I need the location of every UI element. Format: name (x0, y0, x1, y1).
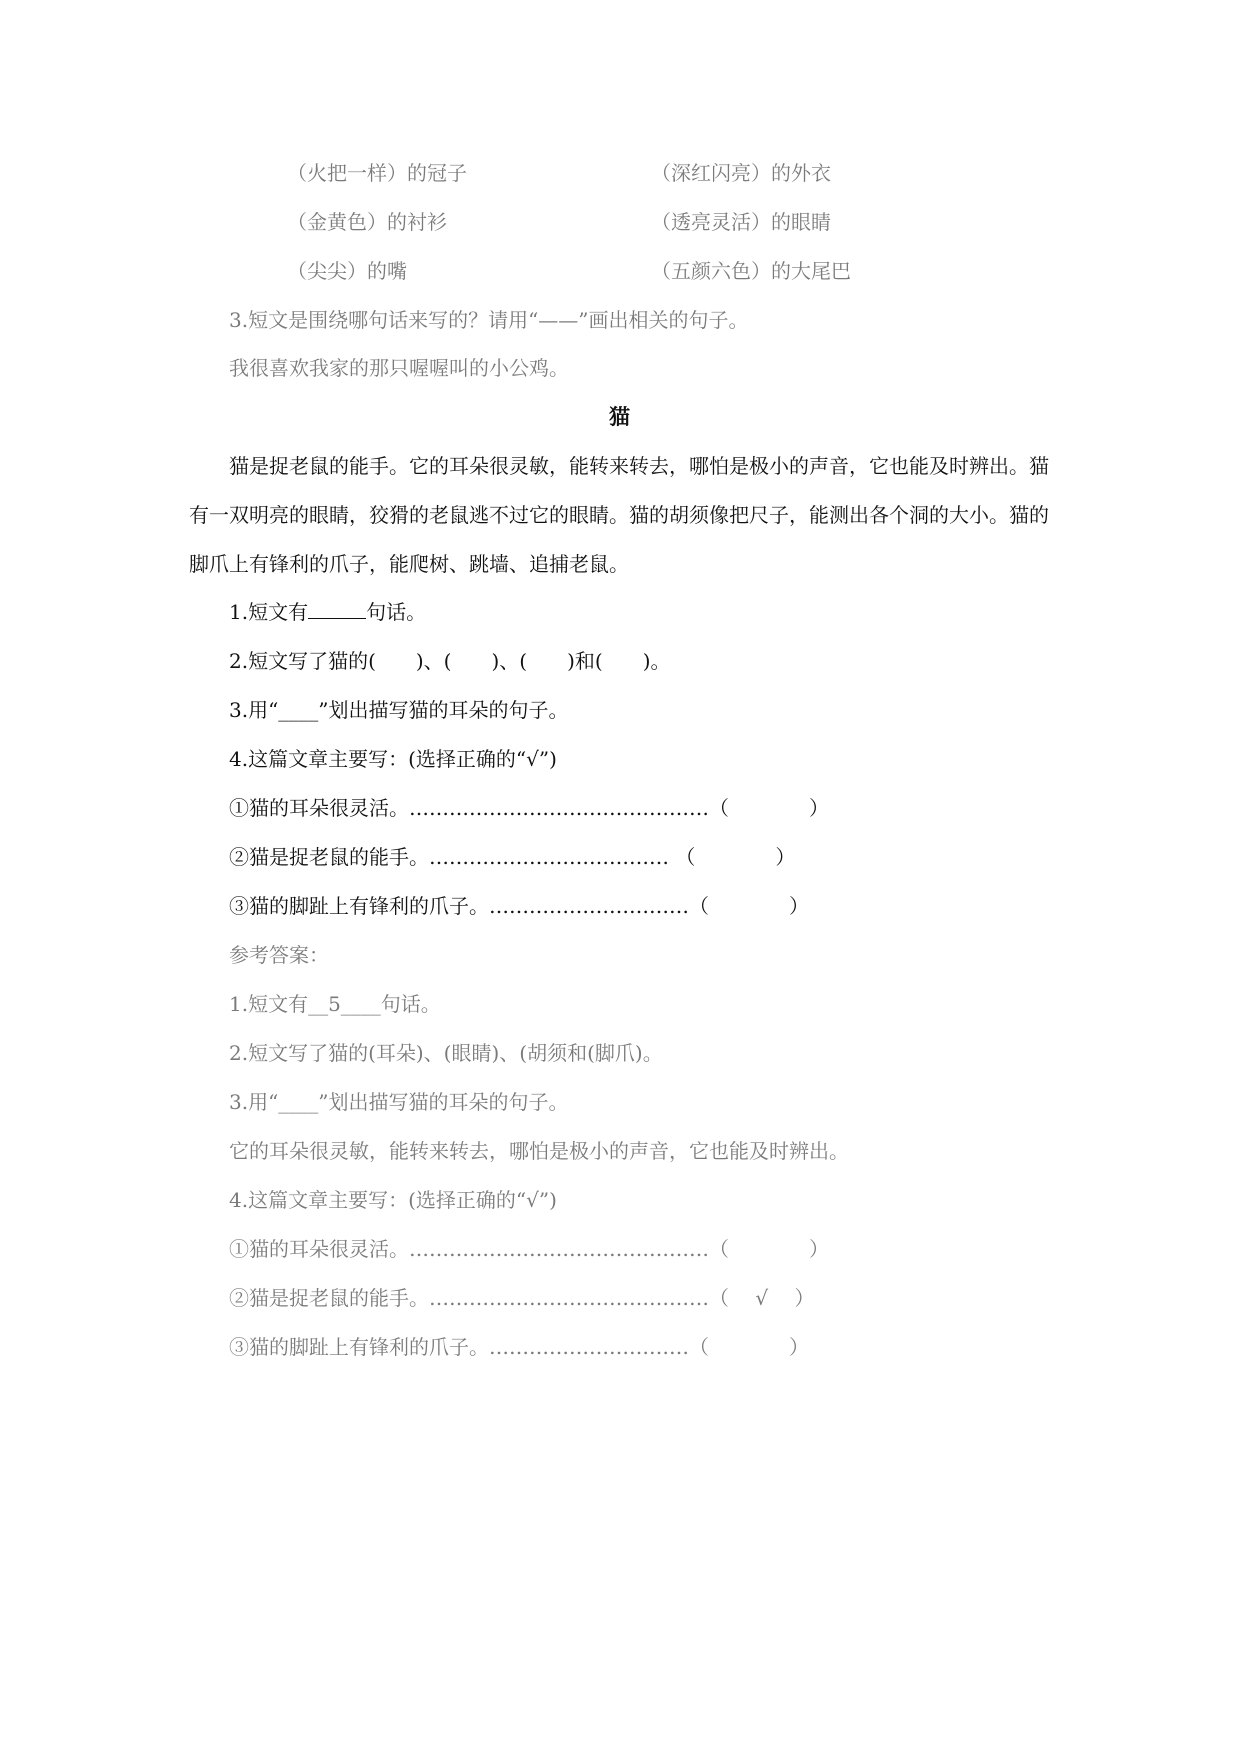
answer-4-option-3: ③猫的脚趾上有锋利的爪子。…………………………（ ） (229, 1335, 809, 1359)
answer-3: 3.用“____”划出描写猫的耳朵的句子。 (229, 1090, 569, 1114)
pair-left-1: （火把一样）的冠子 (287, 161, 467, 185)
prev-answer-3: 我很喜欢我家的那只喔喔叫的小公鸡。 (229, 356, 569, 380)
answer-4: 4.这篇文章主要写：(选择正确的“√”) (229, 1188, 557, 1212)
answer-4-option-1: ①猫的耳朵很灵活。………………………………………（ ） (229, 1237, 829, 1261)
pair-right-1: （深红闪亮）的外衣 (651, 161, 831, 185)
pair-left-2: （金黄色）的衬衫 (287, 210, 447, 234)
question-3: 3.用“____”划出描写猫的耳朵的句子。 (229, 698, 569, 722)
passage-text: 猫是捉老鼠的能手。它的耳朵很灵敏，能转来转去，哪怕是极小的声音，它也能及时辨出。猫有一双明亮的眼睛，狡猾的老鼠逃不过它的眼睛。猫的胡须像把尺子，能测出各个洞的大小。猫的脚爪上有锋利的爪子，能爬树、跳墙、追捕老鼠。 (189, 454, 1049, 576)
question-1-suffix: 句话。 (366, 600, 427, 624)
question-4-option-2: ②猫是捉老鼠的能手。……………………………… （ ） (229, 845, 796, 869)
answer-1: 1.短文有__5____句话。 (229, 992, 441, 1016)
pair-right-2: （透亮灵活）的眼睛 (651, 210, 831, 234)
question-4: 4.这篇文章主要写：(选择正确的“√”) (229, 747, 557, 771)
passage-title: 猫 (609, 404, 630, 429)
question-1-prefix: 1.短文有 (229, 600, 309, 624)
answers-header: 参考答案： (229, 943, 329, 967)
question-1-blank (308, 600, 366, 619)
question-4-option-3: ③猫的脚趾上有锋利的爪子。…………………………（ ） (229, 894, 809, 918)
prev-question-3: 3.短文是围绕哪句话来写的？请用“——”画出相关的句子。 (229, 308, 749, 332)
question-4-option-1: ①猫的耳朵很灵活。………………………………………（ ） (229, 796, 829, 820)
answer-2: 2.短文写了猫的(耳朵)、(眼睛)、(胡须和(脚爪)。 (229, 1041, 663, 1065)
answer-4-option-2: ②猫是捉老鼠的能手。……………………………………（ √ ） (229, 1286, 815, 1310)
pair-right-3: （五颜六色）的大尾巴 (651, 259, 851, 283)
question-1 (229, 599, 426, 625)
question-2: 2.短文写了猫的( )、( )、( )和( )。 (229, 649, 671, 673)
answer-3-sentence: 它的耳朵很灵敏，能转来转去，哪怕是极小的声音，它也能及时辨出。 (229, 1139, 849, 1163)
pair-left-3: （尖尖）的嘴 (287, 259, 407, 283)
